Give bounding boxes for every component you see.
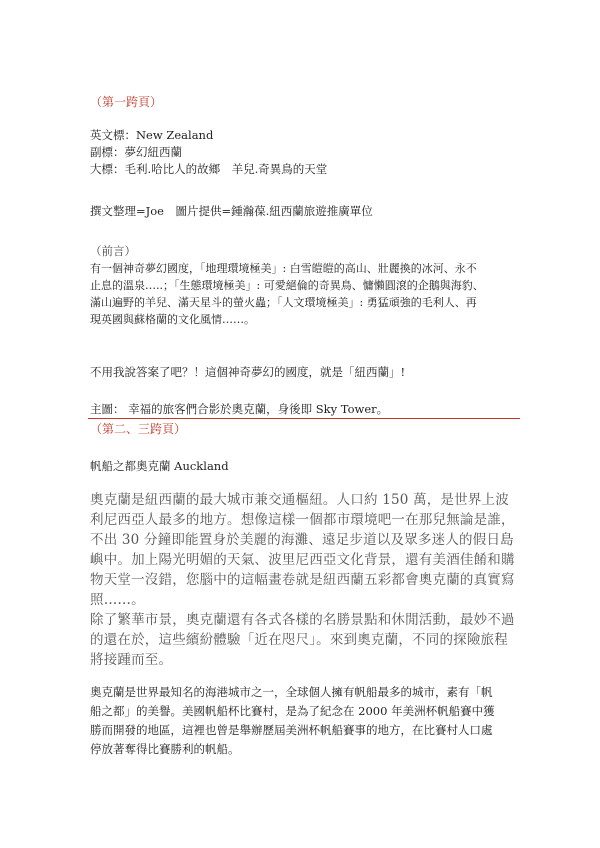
paragraph-2: 除了繁華市景，奧克蘭還有各式各樣的名勝景點和休閒活動，最妙不過 的還在於，這些繽紛體驗「近在咫尺」。來到奧克蘭，不同的探險旅程 將接踵而至。 — [90, 612, 515, 668]
section2-heading: 帆船之都奧克蘭 Auckland — [90, 459, 229, 473]
section1-label: （第一跨頁） — [90, 95, 163, 109]
section-divider — [88, 418, 520, 419]
preface-line: 有一個神奇夢幻國度，「地理環境極美」: 白雪皚皚的高山、壯麗換的冰河、永不 — [90, 262, 477, 275]
answer-line: 不用我說答案了吧？！這個神奇夢幻的國度，就是「紐西蘭」! — [90, 365, 406, 379]
preface-line: 滿山遍野的羊兒、滿天星斗的螢火蟲；「人文環境極美」: 勇猛頑強的毛利人、再 — [90, 296, 477, 309]
preface-line: 現英國與蘇格蘭的文化風情……。 — [90, 313, 255, 326]
main-title: 大標：毛利.哈比人的故鄉 羊兒.奇異鳥的天堂 — [90, 162, 328, 176]
section2-label: （第二、三跨頁） — [90, 422, 187, 436]
subtitle: 副標：夢幻紐西蘭 — [90, 145, 182, 159]
paragraph-3: 奧克蘭是世界最知名的海港城市之一，全球個人擁有帆船最多的城市，素有「帆 船之都」的美譽。美國帆船杯比賽村，是為了紀念在 2000 年美洲杯帆船賽中獲 勝而開發的地區，這裡也曾是舉辦歷屆美洲杯帆船賽事的地方，在比賽村人口處 停放著奪得比賽勝利的帆船。 — [90, 685, 495, 756]
preface-label: （前言） — [90, 244, 136, 258]
theme-line: 主圖： 幸福的旅客們合影於奧克蘭，身後即 Sky Tower。 — [90, 402, 389, 416]
preface-line: 止息的溫泉…..；「生態環境極美」: 可愛絕倫的奇異鳥、慵懶圓滾的企鵝與海豹、 — [90, 279, 484, 292]
preface — [90, 243, 520, 328]
credits: 撰文整理=Joe 圖片提供=鍾瀚葆.紐西蘭旅遊推廣單位 — [90, 204, 373, 218]
paragraph-1: 奧克蘭是紐西蘭的最大城市兼交通樞紐。人口約 150 萬，是世界上波 利尼西亞人最多的地方。想像這樣一個都市環境吧一在那兒無論是誰， 不出 30 分鐘即能置身於美麗的海灘、遠足步道以及眾多迷人的假日島 嶼中。加上陽光明媚的天氣、波里尼西亞文化背景，還有美酒佳餚和購 物天堂一沒錯，您腦中的這幅畫卷就是紐西蘭五彩都會奧克蘭的真實寫 照……。 — [90, 492, 515, 608]
section1-titles — [90, 127, 520, 178]
english-title: 英文標：New Zealand — [90, 128, 214, 142]
